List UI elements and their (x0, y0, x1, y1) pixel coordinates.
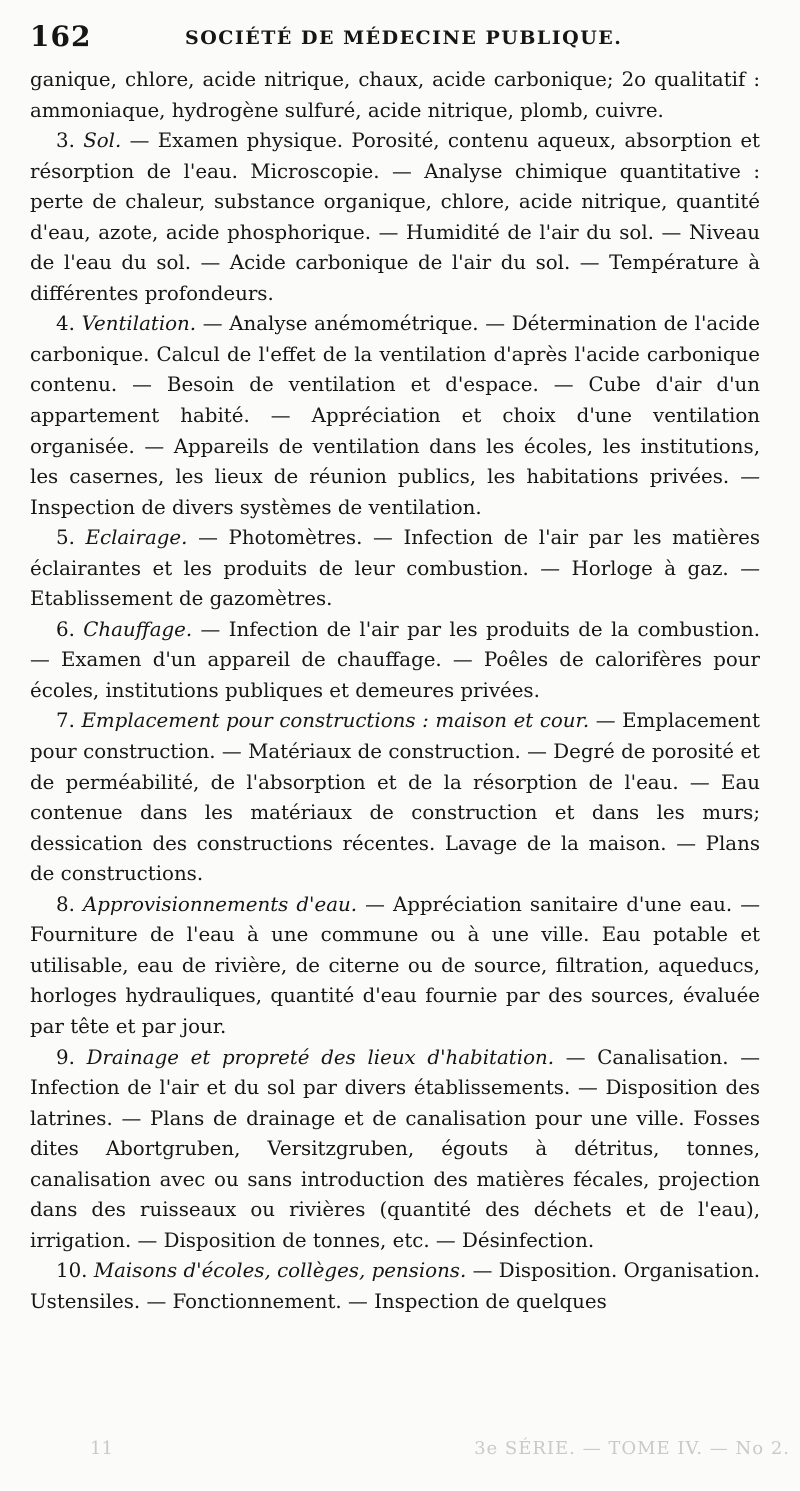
section-10-number: 10. (56, 1259, 88, 1283)
section-8-text: — Appréciation sanitaire d'une eau. — Fourniture de l'eau à une commune ou à une ville. Eau potable et utilisable, eau de rivière, de citerne ou de source, filtration, aqueducs, horloges hydrauliques, quantité d'eau fournie par des sources, évaluée par tête et par jour. (30, 892, 760, 1038)
section-4-text: — Analyse anémométrique. — Détermination de l'acide carbonique. Calcul de l'effet de la ventilation d'après l'acide carbonique contenu. — Besoin de ventilation et d'espace. — Cube d'air d'un appartement habité. — Appréciation et choix d'une ventilation organisée. — Appareils de ventilation dans les écoles, les institutions, les casernes, les lieux de réunion publics, les habitations privées. — Inspection de divers systèmes de ventilation. (30, 312, 761, 519)
page-header (30, 20, 750, 60)
intro-paragraph: ganique, chlore, acide nitrique, chaux, acide carbonique; 2o qualitatif : ammoniaque, hydrogène sulfuré, acide nitrique, plomb, cuivre. (30, 68, 760, 122)
section-7-text: — Emplacement pour construction. — Matériaux de construction. — Degré de porosité et de perméabilité, de l'absorption et de la résorption de l'eau. — Eau contenue dans les matériaux de construction et dans les murs; dessication des constructions récentes. Lavage de la maison. — Plans de constructions. (30, 709, 760, 886)
signature-mark: 11 (90, 1438, 113, 1459)
section-10-text: — Disposition. Organisation. Ustensiles. — Fonctionnement. — Inspection de quelques (30, 1259, 760, 1313)
section-7-title: Emplacement pour constructions : maison et cour. (81, 709, 590, 733)
section-6-number: 6. (56, 617, 75, 641)
section-5-title: Eclairage. (85, 526, 188, 550)
section-8-number: 8. (56, 892, 75, 916)
section-7-number: 7. (56, 709, 75, 733)
section-6-paragraph (30, 615, 760, 707)
section-5-number: 5. (56, 526, 75, 550)
section-8-title: Approvisionnements d'eau. (82, 892, 358, 916)
section-6-title: Chauffage. (83, 617, 193, 641)
section-3-number: 3. (56, 129, 75, 153)
series-line: 3e SÉRIE. — TOME IV. — No 2. (474, 1438, 790, 1459)
section-10-title: Maisons d'écoles, collèges, pensions. (93, 1259, 467, 1283)
section-9-number: 9. (56, 1045, 75, 1069)
section-4-number: 4. (56, 312, 75, 336)
section-9-title: Drainage et propreté des lieux d'habitation. (86, 1045, 555, 1069)
running-head: SOCIÉTÉ DE MÉDECINE PUBLIQUE. (185, 27, 623, 49)
section-7-paragraph (30, 706, 760, 889)
page-footer (90, 1438, 790, 1468)
section-3-paragraph (30, 126, 760, 309)
section-4-title: Ventilation. (81, 312, 197, 336)
section-4-paragraph (30, 309, 760, 523)
section-9-text: — Canalisation. — Infection de l'air et du sol par divers établissements. — Disposition des latrines. — Plans de drainage et de canalisation pour une ville. Fosses dites Abortgruben, Versitzgruben, égouts à détritus, tonnes, canalisation avec ou sans introduction des matières fécales, projection dans des ruisseaux ou rivières (quantité des déchets et de l'eau), irrigation. — Disposition de tonnes, etc. — Désinfection. (30, 1045, 760, 1252)
section-10-paragraph (30, 1256, 760, 1317)
body-text (30, 65, 760, 1317)
section-6-text: — Infection de l'air par les produits de la combustion. — Examen d'un appareil de chauffage. — Poêles de calorifères pour écoles, institutions publiques et demeures privées. (30, 617, 760, 702)
section-8-paragraph (30, 890, 760, 1043)
page-number: 162 (30, 20, 92, 53)
section-3-title: Sol. (83, 129, 122, 153)
section-5-paragraph (30, 523, 760, 615)
section-9-paragraph (30, 1043, 760, 1257)
section-3-text: — Examen physique. Porosité, contenu aqueux, absorption et résorption de l'eau. Microscopie. — Analyse chimique quantitative : perte de chaleur, substance organique, chlore, acide nitrique, quantité d'eau, azote, acide phosphorique. — Humidité de l'air du sol. — Niveau de l'eau du sol. — Acide carbonique de l'air du sol. — Température à différentes profondeurs. (30, 129, 761, 305)
section-5-text: — Photomètres. — Infection de l'air par les matières éclairantes et les produits de leur combustion. — Horloge à gaz. — Etablissement de gazomètres. (30, 526, 761, 611)
